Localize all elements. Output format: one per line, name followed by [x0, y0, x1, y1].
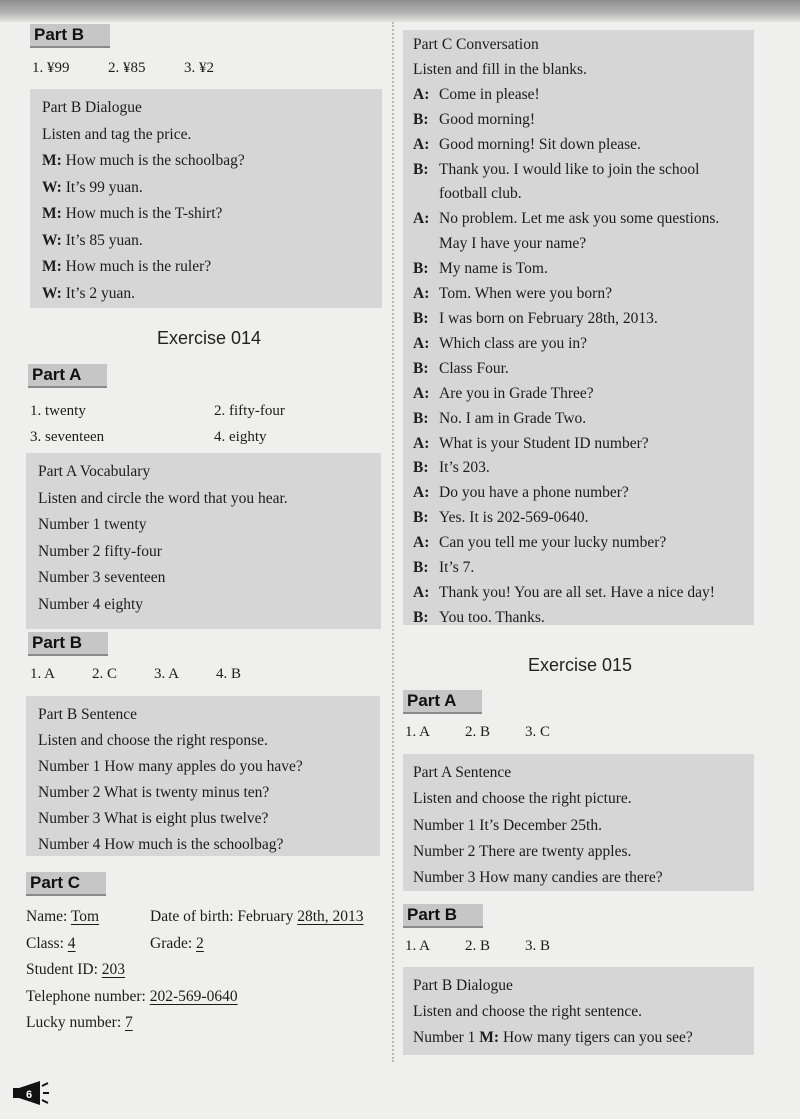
- conversation-text: Thank you. I would like to join the school football club.: [439, 160, 700, 203]
- conversation-text: Are you in Grade Three?: [439, 384, 594, 402]
- conversation-line: [413, 506, 744, 531]
- conversation-line: [413, 606, 744, 631]
- class-value: 4: [67, 934, 76, 952]
- dialogue-text: How much is the T-shirt?: [65, 205, 223, 222]
- dialogue-text: How much is the schoolbag?: [65, 152, 245, 169]
- speaker: A:: [413, 434, 430, 452]
- answer-item: 3. ¥2: [184, 60, 214, 76]
- answer-item: 2. C: [92, 666, 118, 682]
- conversation-text: My name is Tom.: [439, 260, 548, 278]
- telephone-label: Telephone number:: [26, 987, 150, 1005]
- conversation-text: It’s 203.: [439, 459, 490, 477]
- transcript-line: Number 3 How many candies are there?: [413, 869, 663, 887]
- conversation-line: [413, 407, 744, 432]
- conversation-text: Tom. When were you born?: [439, 285, 612, 303]
- speaker: W:: [42, 284, 62, 302]
- grade-value: 2: [196, 934, 204, 952]
- speaker: A:: [413, 210, 430, 228]
- conversation-text: It’s 7.: [439, 559, 475, 577]
- speaker: B:: [413, 459, 429, 477]
- conversation-text: Come in please!: [439, 85, 540, 103]
- sentence-transcript-box: [26, 696, 380, 856]
- student-id-label: Student ID:: [26, 961, 102, 978]
- answer-item: 1. twenty: [30, 403, 86, 419]
- dialogue-line: [42, 228, 372, 255]
- name-row: [26, 904, 150, 931]
- conversation-line: [413, 307, 744, 332]
- conversation-line: [413, 581, 744, 606]
- name-label: Name:: [26, 908, 71, 925]
- conversation-line: [413, 207, 744, 257]
- conversation-text: Good morning! Sit down please.: [439, 135, 641, 153]
- answer-item: 1. A: [30, 666, 56, 682]
- answer-item: 2. B: [465, 724, 491, 740]
- conversation-line: [413, 531, 744, 556]
- answer-item: 2. ¥85: [108, 60, 146, 76]
- box-instruction: Listen and choose the right sentence.: [413, 1003, 642, 1020]
- speaker: B:: [413, 409, 429, 427]
- speaker: B:: [413, 309, 429, 327]
- part-a-answers: [30, 398, 370, 450]
- answer-item: 4. eighty: [214, 429, 267, 445]
- dialogue-line: [42, 148, 372, 175]
- lucky-number-value: 7: [125, 1014, 133, 1031]
- conversation-text: Can you tell me your lucky number?: [439, 534, 667, 552]
- answer-item: 2. B: [465, 938, 491, 954]
- speaker: A:: [413, 384, 430, 402]
- part-b-label: Part B: [28, 632, 108, 656]
- conversation-line: [413, 83, 744, 108]
- conversation-line: [413, 382, 744, 407]
- exercise-014-title: Exercise 014: [156, 328, 262, 348]
- speaker: B:: [413, 509, 429, 527]
- answer-item: 3. A: [154, 666, 180, 682]
- name-value: Tom: [70, 908, 100, 925]
- speaker: M:: [42, 152, 62, 169]
- box-instruction: Listen and tag the price.: [42, 125, 192, 143]
- conversation-text: You too. Thanks.: [439, 608, 545, 626]
- column-divider: [392, 22, 394, 1062]
- conversation-line: [413, 257, 744, 282]
- conversation-text: Class Four.: [439, 359, 509, 377]
- megaphone-icon: [12, 1080, 50, 1106]
- grade-label: Grade:: [150, 934, 197, 952]
- dialogue-transcript-box: [403, 967, 754, 1055]
- conversation-transcript-box: [403, 30, 754, 625]
- box-title: Part B Dialogue: [413, 977, 513, 994]
- conversation-line: [413, 108, 744, 133]
- lucky-number-label: Lucky number:: [26, 1014, 126, 1031]
- conversation-text: Do you have a phone number?: [439, 484, 629, 502]
- conversation-line: [413, 332, 744, 357]
- transcript-line: Listen and circle the word that you hear.: [38, 489, 288, 507]
- conversation-text: Yes. It is 202-569-0640.: [439, 509, 589, 527]
- page-top-edge: [0, 0, 800, 22]
- answer-item: 3. seventeen: [30, 429, 105, 445]
- speaker: A:: [413, 583, 430, 601]
- transcript-line: Number 1 How many apples do you have?: [38, 758, 303, 775]
- conversation-line: [413, 432, 744, 457]
- conversation-text: What is your Student ID number?: [439, 434, 649, 452]
- transcript-line: Number 1 twenty: [38, 516, 147, 533]
- speaker: A:: [413, 135, 430, 153]
- speaker: M:: [42, 205, 62, 222]
- conversation-text: Which class are you in?: [439, 334, 588, 352]
- speaker: A:: [413, 85, 430, 103]
- answer-item: 2. fifty-four: [214, 403, 285, 419]
- dialogue-line: [42, 201, 372, 228]
- part-b-label: Part B: [403, 904, 483, 928]
- speaker: M:: [479, 1029, 500, 1046]
- speaker: W:: [42, 178, 62, 196]
- transcript-line: Number 3 What is eight plus twelve?: [38, 810, 269, 827]
- answer-item: 3. C: [525, 724, 551, 740]
- conversation-line: [413, 282, 744, 307]
- speaker: B:: [413, 110, 429, 128]
- transcript-line: Number 4 How much is the schoolbag?: [38, 836, 284, 853]
- box-title: Part C Conversation: [413, 36, 539, 53]
- speaker: A:: [413, 534, 430, 552]
- vocabulary-transcript-box: [26, 453, 381, 629]
- transcript-line: Number 4 eighty: [38, 595, 144, 613]
- part-a-label: Part A: [28, 364, 107, 388]
- conversation-text: No. I am in Grade Two.: [439, 409, 587, 427]
- conversation-line: [413, 481, 744, 506]
- student-id-value: 203: [101, 961, 126, 978]
- speaker: B:: [413, 559, 429, 577]
- speaker: A:: [413, 334, 430, 352]
- transcript-line: Number 2 There are twenty apples.: [413, 842, 632, 860]
- box-title: Part B Sentence: [38, 706, 138, 723]
- dialogue-transcript-box: [30, 89, 382, 308]
- speaker: A:: [413, 484, 430, 502]
- dialogue-text: It’s 85 yuan.: [65, 231, 143, 249]
- conversation-text: Good morning!: [439, 110, 536, 128]
- conversation-line: [413, 158, 744, 208]
- box-instruction: Listen and fill in the blanks.: [413, 60, 587, 78]
- answer-item: 1. ¥99: [32, 60, 70, 76]
- dob-label: Date of birth: February: [150, 908, 298, 925]
- part-b-answers: [405, 938, 550, 955]
- dialogue-text: It’s 2 yuan.: [65, 284, 135, 302]
- dialogue-text: It’s 99 yuan.: [65, 178, 143, 196]
- conversation-line: [413, 556, 744, 581]
- box-title: Part A Vocabulary: [38, 463, 151, 480]
- dob-value: 28th, 2013: [297, 908, 364, 925]
- conversation-text: Thank you! You are all set. Have a nice day!: [439, 583, 715, 601]
- part-b-label: Part B: [30, 24, 110, 48]
- dialogue-line: [42, 175, 372, 202]
- conversation-line: [413, 456, 744, 481]
- sentence-transcript-box: [403, 754, 754, 891]
- answer-item: 1. A: [405, 724, 431, 740]
- answer-item: 1. A: [405, 938, 431, 954]
- number-prefix: Number 1: [413, 1029, 480, 1046]
- conversation-line: [413, 133, 744, 158]
- dialogue-line: [42, 281, 372, 308]
- dialogue-line: [42, 254, 372, 281]
- page-number: 6: [25, 1089, 33, 1101]
- student-info-form: [26, 904, 386, 1037]
- part-c-label: Part C: [26, 872, 106, 896]
- transcript-line: Number 2 What is twenty minus ten?: [38, 784, 270, 801]
- speaker: A:: [413, 285, 430, 303]
- transcript-line: Number 1 It’s December 25th.: [413, 816, 602, 834]
- dialogue-text: How much is the ruler?: [65, 258, 212, 275]
- part-b-answers: [30, 666, 241, 683]
- transcript-line: [413, 1025, 744, 1051]
- exercise-015-title: Exercise 015: [527, 655, 633, 675]
- answer-item: 4. B: [216, 666, 242, 682]
- conversation-text: I was born on February 28th, 2013.: [439, 309, 658, 327]
- telephone-value: 202-569-0640: [149, 987, 238, 1005]
- class-row: [26, 931, 150, 958]
- part-a-label: Part A: [403, 690, 482, 714]
- box-title: Part A Sentence: [413, 764, 512, 781]
- transcript-line: Listen and choose the right picture.: [413, 790, 632, 808]
- part-b-answers: [32, 60, 214, 77]
- answer-item: 3. B: [525, 938, 551, 954]
- box-title: Part B Dialogue: [42, 99, 142, 116]
- dialogue-text: How many tigers can you see?: [502, 1029, 693, 1046]
- speaker: B:: [413, 160, 429, 178]
- speaker: M:: [42, 258, 62, 275]
- part-a-answers: [405, 724, 550, 741]
- conversation-line: [413, 357, 744, 382]
- speaker: B:: [413, 608, 429, 626]
- speaker: B:: [413, 260, 429, 278]
- transcript-line: Number 3 seventeen: [38, 569, 166, 586]
- speaker: B:: [413, 359, 429, 377]
- transcript-line: Number 2 fifty-four: [38, 542, 162, 560]
- class-label: Class:: [26, 934, 68, 952]
- transcript-line: Listen and choose the right response.: [38, 732, 268, 749]
- conversation-text: No problem. Let me ask you some questions. May I have your name?: [439, 210, 720, 253]
- speaker: W:: [42, 231, 62, 249]
